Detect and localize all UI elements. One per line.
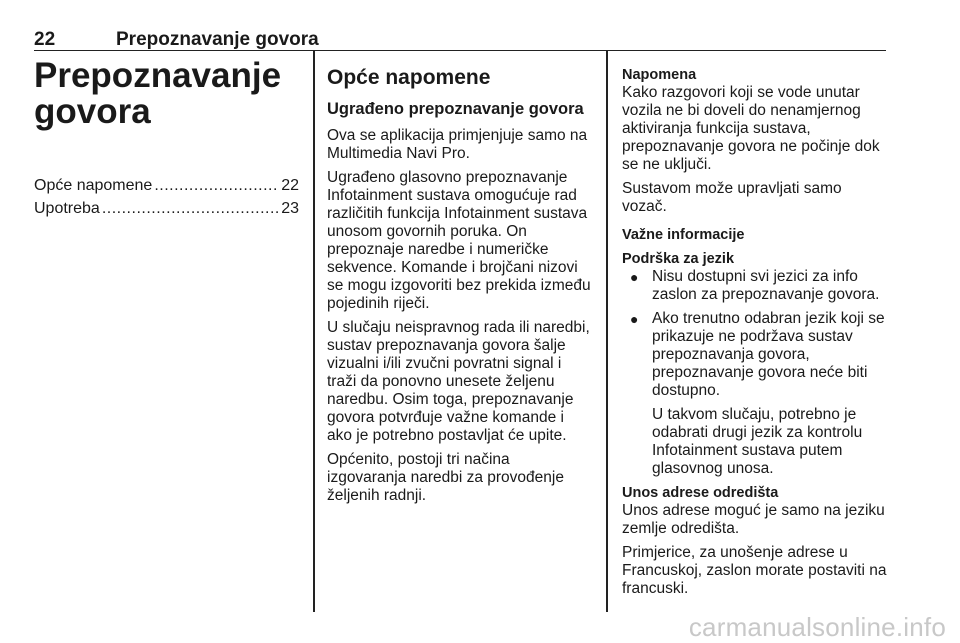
paragraph: Općenito, postoji tri načina izgovaranja naredbi za provođenje željenih radnji. (327, 451, 564, 504)
paragraph: Unos adrese moguć je samo na jeziku zemlje odredišta. (622, 502, 885, 537)
toc-entry-usage[interactable] (34, 199, 299, 219)
list-item-extra-text: U takvom slučaju, potrebno je odabrati drugi jezik za kontrolu Infotainment sustava putem glasovnog unosa. (652, 406, 863, 477)
paragraph: Ugrađeno glasovno prepoznavanje Infotainment sustava omogućuje rad različitih funkcija Infotainment sustava unosom govornih poruka. On prepoznaje naredbe i numeričke sekvence. Komande i brojčani nizovi se mogu izgovoriti bez prekida između pojedinih riječi. (327, 169, 591, 312)
toc-entry-label: Upotreba (34, 200, 100, 217)
note-paragraph: Kako razgovori koji se vode unutar vozila ne bi doveli do nenamjernog aktiviranja funkcija sustava, prepoznavanje govora ne počinje dok se ne uključi. (622, 84, 880, 173)
bullet-icon: ● (630, 311, 639, 327)
paragraph: U slučaju neispravnog rada ili naredbi, sustav prepoznavanja govora šalje vizualni i/ili zvučni povratni signal i traži da ponovno unesete željenu naredbu. Osim toga, prepoznavanje govora potvrđuje važne komande i ako je potrebno postavljat će upite. (327, 319, 590, 444)
toc-leader-dots (154, 176, 279, 196)
toc-entry-label: Opće napomene (34, 177, 153, 194)
chapter-title (34, 58, 299, 130)
list-item (622, 310, 890, 478)
toc-leader-dots (102, 199, 279, 219)
general-notes-column (327, 66, 591, 511)
language-support-list (622, 268, 890, 478)
list-item-text: Ako trenutno odabran jezik koji se prikazuje ne podržava sustav prepoznavanja govora, prepoznavanje govora neće biti dostupno. (652, 310, 885, 399)
running-title: Prepoznavanje govora (116, 29, 319, 50)
page-number: 22 (34, 29, 56, 50)
note-title: Napomena (622, 67, 697, 83)
subsection-heading: Ugrađeno prepoznavanje govora (327, 100, 584, 118)
destination-entry-heading: Unos adrese odredišta (622, 485, 779, 501)
list-item-text: Nisu dostupni svi jezici za info zaslon za prepoznavanje govora. (652, 268, 880, 303)
chapter-column (34, 58, 299, 222)
list-item (622, 268, 890, 304)
toc-entry-page: 23 (281, 200, 299, 217)
section-heading: Opće napomene (327, 66, 491, 89)
language-support-heading: Podrška za jezik (622, 251, 735, 267)
paragraph: Ova se aplikacija primjenjuje samo na Multimedia Navi Pro. (327, 127, 588, 162)
chapter-title-line2: govora (34, 92, 151, 131)
toc-entry-page: 22 (281, 177, 299, 194)
note-box (622, 66, 890, 216)
page-header (34, 26, 886, 51)
column-divider-right (606, 50, 608, 612)
paragraph: Primjerice, za unošenje adrese u Francuskoj, zaslon morate postaviti na francuski. (622, 544, 887, 597)
important-info-heading: Važne informacije (622, 227, 745, 243)
bullet-icon: ● (630, 269, 639, 285)
note-paragraph: Sustavom može upravljati samo vozač. (622, 180, 842, 215)
watermark: carmanualsonline.info (688, 612, 946, 642)
column-divider-left (313, 50, 315, 612)
important-info-column (622, 66, 890, 604)
toc-entry-general-notes[interactable] (34, 176, 299, 196)
chapter-title-line1: Prepoznavanje (34, 56, 282, 95)
